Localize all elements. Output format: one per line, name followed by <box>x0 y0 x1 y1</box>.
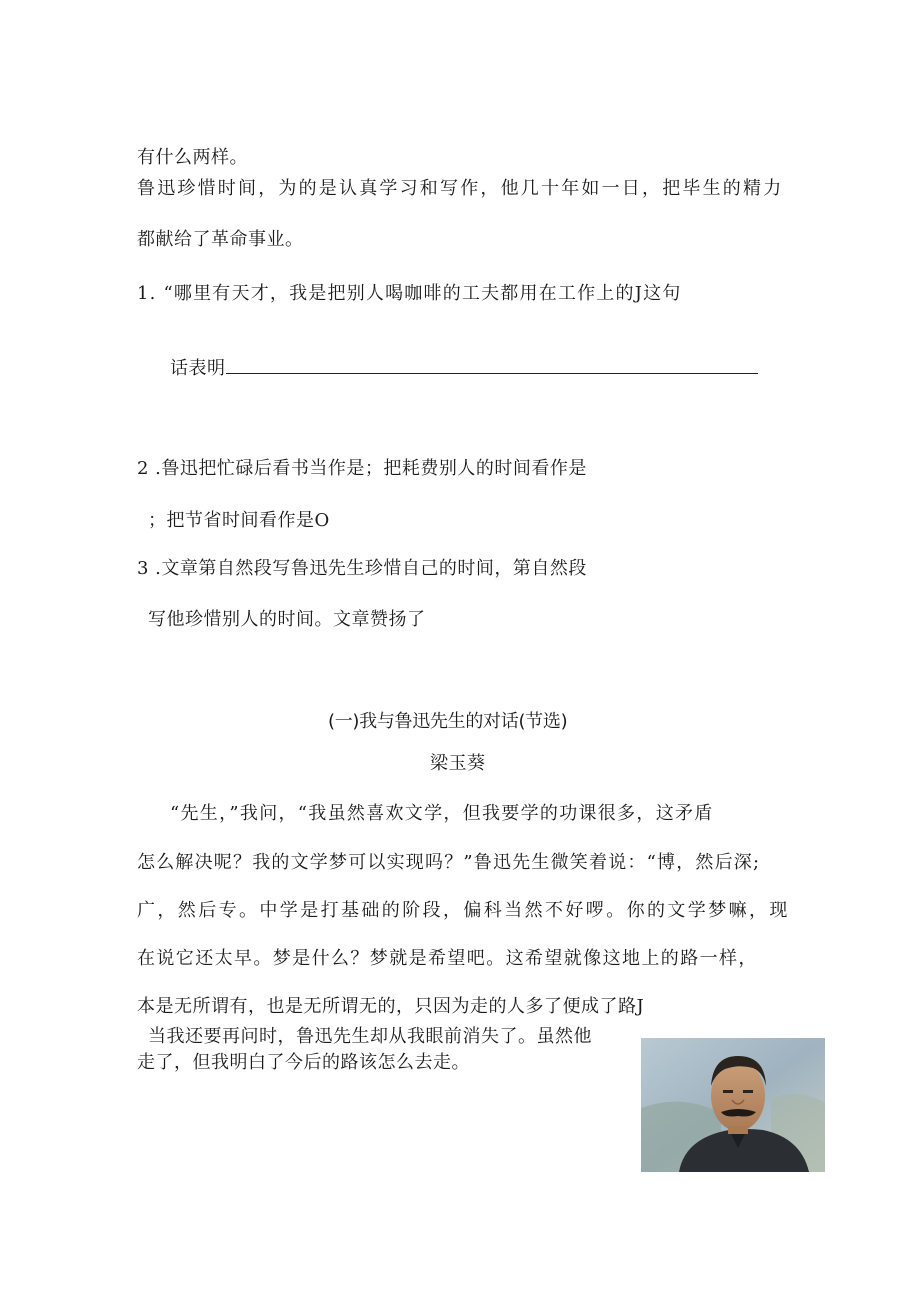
question-3-line-1: 3 .文章第自然段写鲁迅先生珍惜自己的时间，第自然段 <box>137 558 587 579</box>
article-line-1: “先生，”我问，“我虽然喜欢文学，但我要学的功课很多，这矛盾 <box>170 803 714 824</box>
passage-line-2: 鲁迅珍惜时间，为的是认真学习和写作，他几十年如一日，把毕生的精力 <box>137 178 784 199</box>
article-author: 梁玉葵 <box>430 753 486 774</box>
question-2-line-1: 2 .鲁迅把忙碌后看书当作是；把耗费别人的时间看作是 <box>137 458 587 479</box>
article-line-7: 走了，但我明白了今后的路该怎么去走。 <box>137 1052 470 1073</box>
question-1-line-1: 1. “哪里有天才，我是把别人喝咖啡的工夫都用在工作上的J这句 <box>137 283 682 304</box>
passage-line-1: 有什么两样。 <box>137 147 248 168</box>
answer-blank[interactable] <box>226 355 758 374</box>
article-line-2: 怎么解决呢？我的文学梦可以实现吗？”鲁迅先生微笑着说：“博，然后深; <box>137 852 761 873</box>
question-1-prompt: 话表明 <box>170 358 226 379</box>
passage-line-3: 都献给了革命事业。 <box>137 229 304 250</box>
article-line-3: 广，然后专。中学是打基础的阶段，偏科当然不好啰。你的文学梦嘛，现 <box>137 900 790 921</box>
question-2-line-2: ；把节省时间看作是O <box>148 510 330 531</box>
article-line-5: 本是无所谓有，也是无所谓无的，只因为走的人多了便成了路J <box>137 996 645 1017</box>
question-1-line-2 <box>170 355 758 381</box>
article-line-6: 当我还要再问时，鲁迅先生却从我眼前消失了。虽然他 <box>148 1026 592 1047</box>
article-title: (一)我与鲁迅先生的对话(节选) <box>328 711 568 732</box>
article-line-4: 在说它还太早。梦是什么？梦就是希望吧。这希望就像这地上的路一样， <box>137 948 758 969</box>
question-3-line-2: 写他珍惜别人的时间。文章赞扬了 <box>148 609 426 630</box>
lu-xun-portrait-icon <box>641 1038 825 1172</box>
